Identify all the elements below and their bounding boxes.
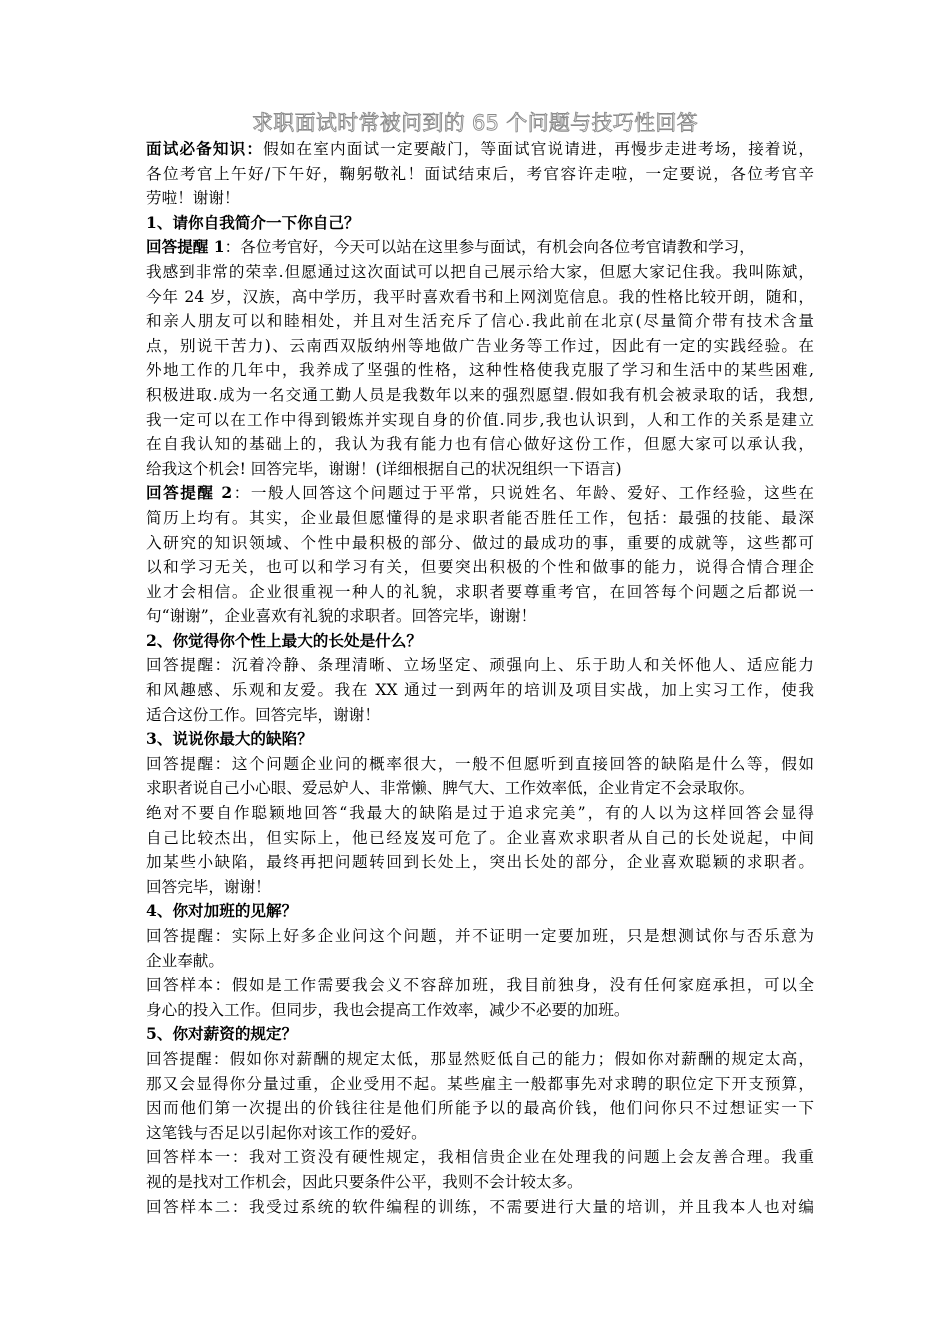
text-line: 回答提醒：这个问题企业问的概率很大，一般不但愿听到直接回答的缺陷是什么等，假如 (146, 754, 814, 773)
text-line: 今年 24 岁，汉族，高中学历，我平时喜欢看书和上网浏览信息。我的性格比较开朗，随和， (146, 287, 814, 306)
text-line: 给我这个机会! 回答完毕，谢谢！(详细根据自己的状况组织一下语言) (146, 459, 622, 478)
text-line: 企业奉献。 (146, 951, 224, 970)
text-line: 加某些小缺陷，最终再把问题转回到长处上，突出长处的部分，企业喜欢聪颖的求职者。 (146, 853, 814, 872)
text-line: 回答提醒：实际上好多企业问这个问题，并不证明一定要加班，只是想测试你与否乐意为 (146, 927, 814, 945)
text-line: 绝对不要自作聪颖地回答“我最大的缺陷是过于追求完美”，有的人以为这样回答会显得 (146, 804, 814, 823)
question-1-answer-2 (146, 481, 814, 629)
text-line: 外地工作的几年中，我养成了坚强的性格，这种性格使我克服了学习和生活中的某些困难, (146, 361, 814, 380)
text-line: 入研究的知识领域、个性中最积极的部分、做过的最成功的事，重要的成就等，这些都可 (146, 533, 814, 552)
text-line: 在自我认知的基础上的，我认为我有能力也有信心做好这份工作，但愿大家可以承认我， (146, 435, 814, 454)
answer-hint-1-label: 回答提醒 1 (146, 237, 225, 257)
text-line: 回答样本：假如是工作需要我会义不容辞加班，我目前独身，没有任何家庭承担，可以全 (146, 976, 814, 995)
question-3-answer (146, 752, 814, 900)
intro-label: 面试必备知识： (146, 139, 264, 158)
text-line: 身心的投入工作。但同步，我也会提高工作效率，减少不必要的加班。 (146, 1000, 630, 1019)
text-line: 回答提醒 2：一般人回答这个问题过于平常，只说姓名、年龄、爱好、工作经验，这些在 (146, 483, 814, 503)
text-line: 和亲人朋友可以和睦相处，并且对生活充斥了信心.我此前在北京(尽量简介带有技术含量 (146, 312, 814, 331)
question-5-heading: 5、你对薪资的规定？ (146, 1024, 298, 1044)
text-line: 各位考官上午好/下午好，鞠躬敬礼！面试结束后，考官容许走啦，一定要说，各位考官辛 (146, 164, 814, 183)
text-line: 和风趣感、乐观和友爱。我在 XX 通过一到两年的培训及项目实战，加上实习工作，使我 (146, 681, 814, 700)
question-2-answer (146, 653, 814, 727)
document-body (146, 137, 814, 1219)
text-line: 业才会相信。企业很重视一种人的礼貌，求职者要尊重考官，在回答每个问题之后都说一 (146, 582, 814, 601)
question-1-heading: 1、请你自我简介一下你自己？ (146, 212, 360, 232)
text-line: 积极进取.成为一名交通工勤人员是我数年以来的强烈愿望.假如我有机会被录取的话，我想, (146, 385, 814, 404)
question-3-heading: 3、说说你最大的缺陷？ (146, 729, 313, 749)
text-line: 视的是找对工作机会，因此只要条件公平，我则不会计较太多。 (146, 1172, 583, 1191)
answer-hint-2-label: 回答提醒 2 (146, 483, 233, 503)
intro-paragraph (146, 137, 814, 211)
text-line: 适合这份工作。回答完毕，谢谢！ (146, 705, 380, 724)
question-2-heading: 2、你觉得你个性上最大的长处是什么？ (146, 630, 422, 650)
text-line: 简历上均有。其实，企业最但愿懂得的是求职者能否胜任工作，包括：最强的技能、最深 (146, 508, 814, 527)
text-line: 回答样本二：我受过系统的软件编程的训练，不需要进行大量的培训，并且我本人也对编 (146, 1197, 814, 1216)
question-1-answer-1 (146, 235, 814, 481)
text-line: 回答完毕，谢谢！ (146, 877, 271, 896)
text-line: 回答提醒 1：各位考官好，今天可以站在这里参与面试，有机会向各位考官请教和学习， (146, 237, 755, 257)
text-line: 回答提醒：假如你对薪酬的规定太低，那显然贬低自己的能力；假如你对薪酬的规定太高， (146, 1049, 814, 1068)
text-line: 这笔钱与否足以引起你对该工作的爱好。 (146, 1123, 427, 1142)
text-line: 因而他们第一次提出的价钱往往是他们所能予以的最高价钱，他们问你只不过想证实一下 (146, 1099, 814, 1118)
text-line: 回答提醒：沉着冷静、条理清晰、立场坚定、顽强向上、乐于助人和关怀他人、适应能力 (146, 656, 814, 675)
text-line: 劳啦！谢谢！ (146, 189, 240, 208)
text-line: 回答样本一：我对工资没有硬性规定，我相信贵企业在处理我的问题上会友善合理。我重 (146, 1148, 814, 1167)
document-title: 求职面试时常被问到的 65 个问题与技巧性回答 (252, 111, 698, 135)
text-line: 面试必备知识：假如在室内面试一定要敲门，等面试官说请进，再慢步走进考场，接着说， (146, 139, 814, 158)
text-line: 求职者说自己小心眼、爱忌妒人、非常懒、脾气大、工作效率低，企业肯定不会录取你。 (146, 779, 755, 798)
text-line: 自己比较杰出，但实际上，他已经岌岌可危了。企业喜欢求职者从自己的长处说起，中间 (146, 828, 814, 847)
text-line: 以和学习无关，也可以和学习有关，但要突出积极的个性和做事的能力，说得合情合理企 (146, 558, 814, 577)
question-5-answer (146, 1047, 814, 1219)
text-line: 句“谢谢”，企业喜欢有礼貌的求职者。回答完毕，谢谢！ (146, 607, 537, 626)
question-4-heading: 4、你对加班的见解？ (146, 901, 298, 921)
text-line: 我感到非常的荣幸.但愿通过这次面试可以把自己展示给大家，但愿大家记住我。我叫陈斌， (146, 262, 814, 281)
text-line: 点，别说干苦力)、云南西双版纳州等地做广告业务等工作过，因此有一定的实践经验。在 (146, 336, 814, 355)
text-line: 我一定可以在工作中得到锻炼并实现自身的价值.同步,我也认识到，人和工作的关系是建立 (146, 410, 814, 429)
text-line: 那又会显得你分量过重，企业受用不起。某些雇主一般都事先对求聘的职位定下开支预算， (146, 1074, 814, 1093)
question-4-answer (146, 924, 814, 1022)
